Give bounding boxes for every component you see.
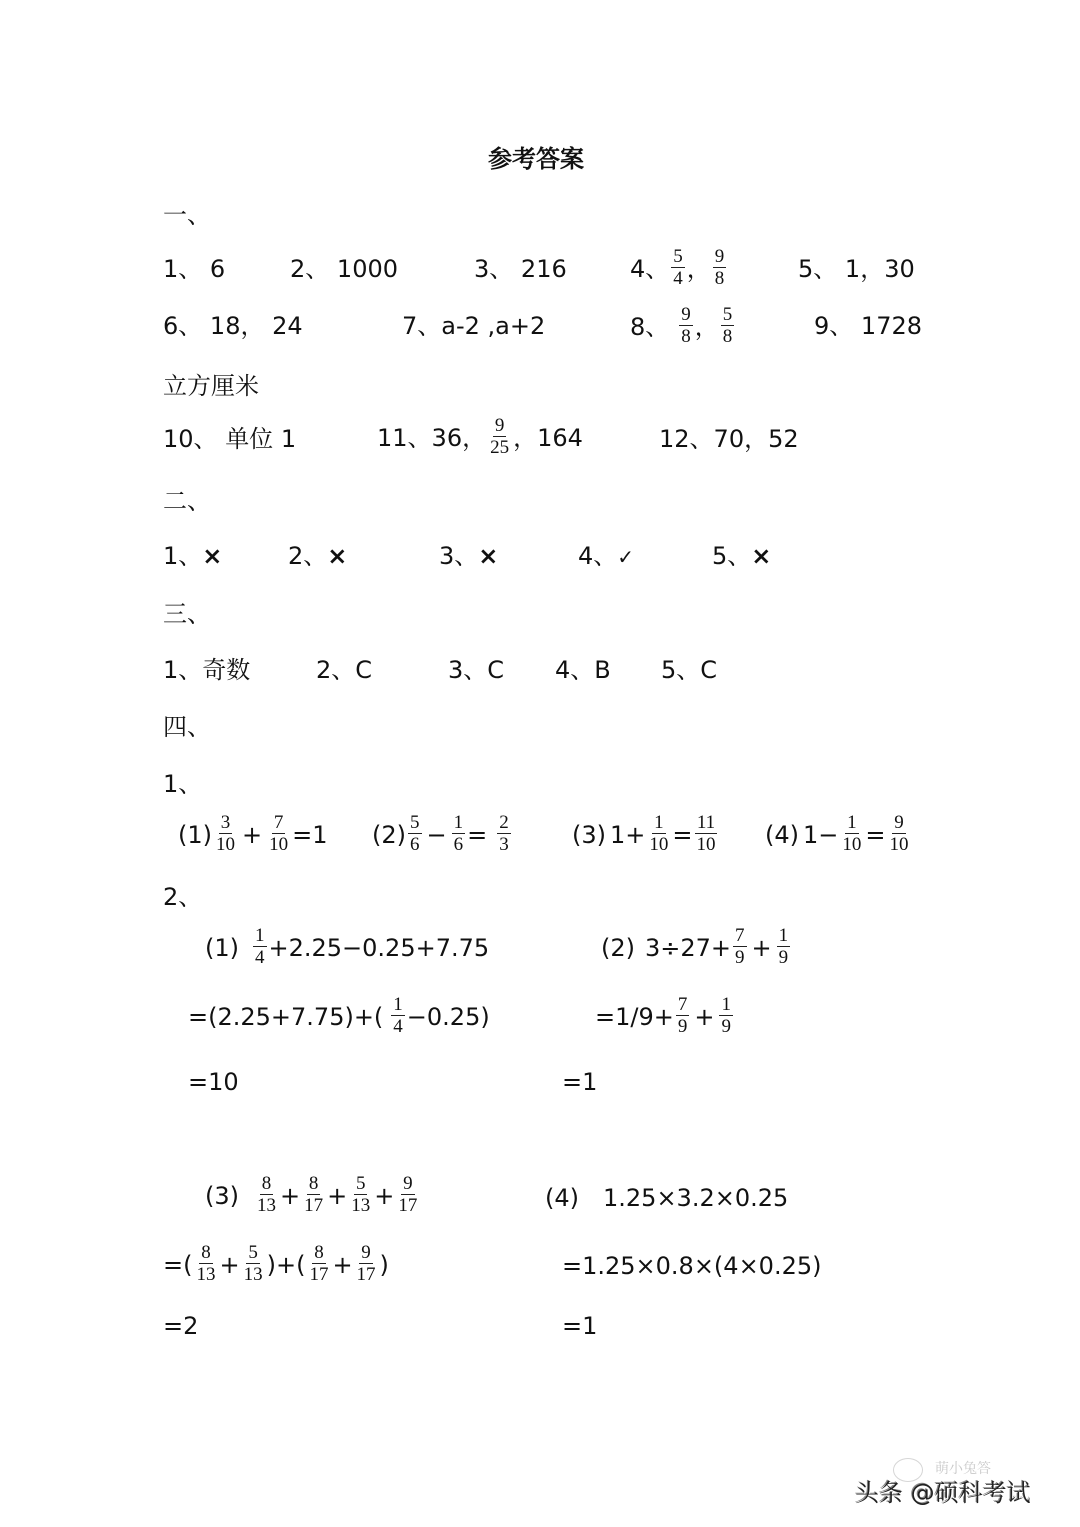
fraction: $\frac{9}{17}$ [356,1242,376,1285]
fraction: $\frac{5}{8}$ [722,304,733,347]
fraction: $\frac{9}{17}$ [398,1173,418,1216]
simplify-problem-2 [601,926,792,969]
cross-mark-icon: × [327,542,348,570]
expression: ) [379,1250,389,1279]
fraction: $\frac{11}{10}$ [696,812,716,855]
simplify-problem-4-step: =1.25×0.8×(4×0.25) [562,1252,822,1280]
simplify-problem-2-step [595,995,735,1038]
item-answer: 70，52 [713,425,799,453]
result: =1 [292,820,328,849]
operator: + [374,1181,395,1210]
item-answer: 1728 [860,312,922,340]
answer-3-1 [163,655,250,685]
operator: + [219,1250,240,1279]
answer-3-3 [448,655,504,685]
item-number: 3、 [448,656,488,684]
item-number: 7、 [402,312,442,340]
answer-2-1 [163,541,222,571]
item-number: 2、 [316,656,356,684]
equals: = [865,820,886,849]
problem-label: (2) [601,933,635,962]
watermark-faint-text: 萌小兔答 [935,1461,991,1477]
item-answer: 奇数 [202,656,251,684]
equals: = [672,820,693,849]
calc-problem-1 [178,813,328,856]
item-number: 1、 [163,255,203,283]
simplify-problem-2-result: =1 [562,1068,598,1096]
operator: + [751,933,772,962]
simplify-problem-1-step [188,995,490,1038]
section-heading-4: 四、 [163,713,211,741]
simplify-problem-4 [545,1183,788,1213]
item-answer: C [700,656,718,684]
expression: =(2.25+7.75)+( [188,1002,384,1031]
item-number: 6、 [163,312,203,340]
fraction: $\frac{5}{13}$ [351,1173,371,1216]
answer-3-2 [316,655,372,685]
answer-2-5 [712,541,771,571]
operator: + [280,1181,301,1210]
part-label-1: 1、 [163,770,203,798]
fraction: $\frac{9}{10}$ [889,812,909,855]
separator: ， [694,312,719,341]
lead-term: 1− [803,820,839,849]
item-answer: 1，30 [844,255,915,283]
item-number: 1、 [163,656,203,684]
operator: + [332,1250,353,1279]
item-number: 8、 [630,312,670,341]
fraction: $\frac{3}{10}$ [216,812,235,855]
simplify-problem-1 [205,926,489,969]
operator: + [242,820,263,849]
answer-1-7 [402,311,545,341]
cross-mark-icon: × [478,542,499,570]
item-answer-suffix: ，164 [513,423,583,452]
answer-1-5 [798,254,915,284]
fraction: $\frac{1}{9}$ [721,994,731,1037]
fraction: $\frac{9}{25}$ [490,415,510,458]
item-number: 4、 [578,542,618,570]
item-answer: 单位 1 [225,425,297,453]
fraction: $\frac{7}{9}$ [677,994,688,1037]
answer-3-4 [555,655,611,685]
section-heading-1: 一、 [163,201,211,229]
simplify-problem-3-step [163,1243,389,1286]
item-answer: 216 [520,255,567,283]
problem-label: (3) [572,820,606,849]
answer-3-5 [661,655,717,685]
operator: − [426,820,447,849]
cross-mark-icon: × [202,542,223,570]
simplify-problem-1-result: =10 [188,1068,239,1096]
part-label-2: 2、 [163,883,203,911]
calc-problem-4 [765,813,913,856]
fraction: $\frac{5}{13}$ [243,1242,263,1285]
watermark: 头条 @硕科考试 [855,1479,1031,1507]
expression: 1.25×3.2×0.25 [603,1184,789,1212]
expression: −0.25) [406,1002,490,1031]
fraction: $\frac{1}{6}$ [453,812,464,855]
fraction: $\frac{7}{9}$ [735,925,745,968]
item-answer: 1000 [336,255,398,283]
calc-problem-3 [572,813,720,856]
answer-1-3 [474,254,567,284]
item-answer: C [487,656,505,684]
fraction: $\frac{8}{17}$ [304,1173,324,1216]
answer-1-12 [659,424,799,454]
item-number: 11、 [377,423,432,452]
section-heading-2: 二、 [163,487,211,515]
fraction: $\frac{5}{6}$ [410,812,420,855]
expression: =1/9+ [595,1002,674,1031]
answer-2-2 [288,541,347,571]
answer-1-9 [814,311,922,341]
answer-1-1 [163,254,225,284]
item-number: 2、 [288,542,328,570]
answer-1-10 [163,424,296,454]
item-number: 3、 [474,255,514,283]
fraction: $\frac{8}{13}$ [257,1173,276,1216]
fraction: $\frac{5}{4}$ [673,246,683,289]
expression: )+( [266,1250,306,1279]
item-answer: B [594,656,611,684]
fraction: $\frac{8}{13}$ [196,1242,216,1285]
item-answer: a-2 ,a+2 [441,312,546,340]
item-number: 4、 [555,656,595,684]
expression: 3÷27+ [645,933,732,962]
page-title: 参考答案 [488,145,584,173]
item-number: 3、 [439,542,479,570]
cross-mark-icon: × [751,542,772,570]
item-number: 5、 [798,255,838,283]
separator: ， [686,254,711,283]
operator: + [327,1181,348,1210]
item-number: 1、 [163,542,203,570]
item-answer: 18， 24 [209,312,303,340]
problem-label: (1) [178,820,212,849]
operator: + [694,1002,715,1031]
fraction: $\frac{1}{4}$ [393,994,403,1037]
fraction: $\frac{9}{8}$ [714,246,725,289]
fraction: $\frac{1}{10}$ [649,812,669,855]
fraction: $\frac{2}{3}$ [499,812,509,855]
item-number: 5、 [712,542,752,570]
answer-1-9-unit: 立方厘米 [163,372,259,400]
answer-1-4 [630,247,728,290]
item-answer: 6 [209,255,226,283]
answer-2-3 [439,541,498,571]
fraction: $\frac{1}{4}$ [255,925,265,968]
check-mark-icon: ✓ [617,545,635,569]
item-number: 5、 [661,656,701,684]
problem-label: (2) [372,820,406,849]
fraction: $\frac{8}{17}$ [309,1242,329,1285]
expression: =( [163,1250,193,1279]
item-number: 4、 [630,254,670,283]
simplify-problem-4-result: =1 [562,1312,598,1340]
answer-1-11 [377,416,583,459]
item-answer: C [355,656,373,684]
item-number: 12、 [659,425,714,453]
section-heading-3: 三、 [163,600,211,628]
simplify-problem-3-result: =2 [163,1312,199,1340]
answer-1-2 [290,254,398,284]
simplify-problem-3 [205,1174,421,1217]
equals: = [467,820,488,849]
problem-label: (3) [205,1181,239,1210]
answer-1-8 [630,305,736,348]
item-answer: 36， [431,423,487,452]
answer-2-4 [578,541,634,572]
fraction: $\frac{1}{10}$ [842,812,862,855]
item-number: 10、 [163,425,218,453]
item-number: 2、 [290,255,330,283]
calc-problem-2 [372,813,513,856]
fraction: $\frac{1}{9}$ [778,925,789,968]
expression: +2.25−0.25+7.75 [268,933,490,962]
lead-term: 1+ [610,820,646,849]
answer-1-6 [163,311,303,341]
problem-label: (4) [765,820,799,849]
item-number: 9、 [814,312,854,340]
fraction: $\frac{7}{10}$ [269,812,289,855]
problem-label: (4) [545,1184,579,1212]
problem-label: (1) [205,933,239,962]
fraction: $\frac{9}{8}$ [681,304,691,347]
